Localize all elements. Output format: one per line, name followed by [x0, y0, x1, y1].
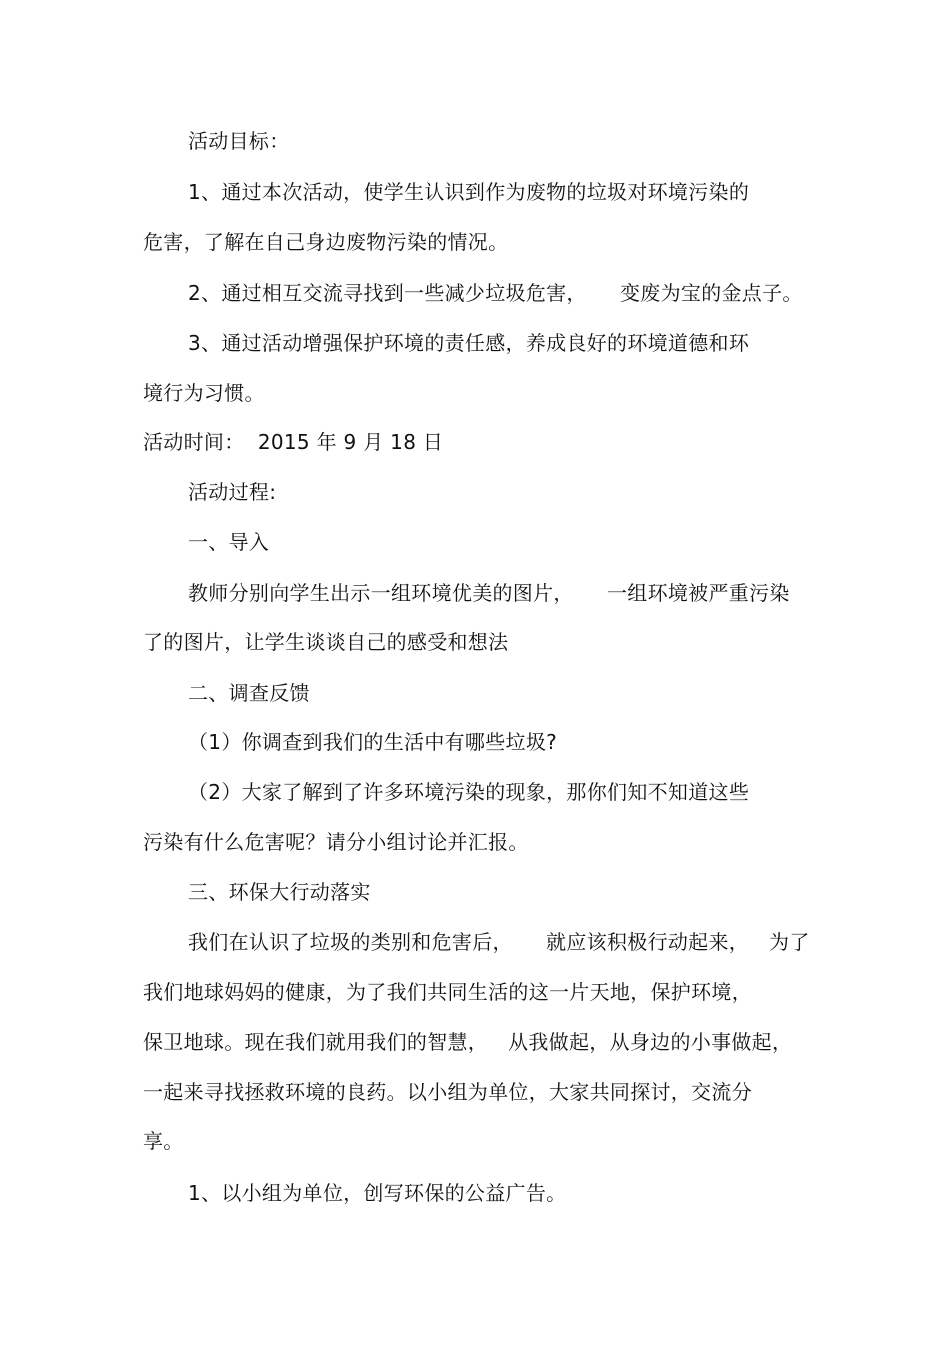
goal-1-line-1: 1、通过本次活动，使学生认识到作为废物的垃圾对环境污染的 [188, 180, 750, 204]
section-3-para-line-3: 保卫地球。现在我们就用我们的智慧， 从我做起，从身边的小事做起， [143, 1030, 793, 1054]
section-3-para-line-1: 我们在认识了垃圾的类别和危害后， 就应该积极行动起来， 为了 [188, 930, 810, 954]
task-1: 1、以小组为单位，创写环保的公益广告。 [188, 1181, 567, 1205]
section-1-para-line-2: 了的图片，让学生谈谈自己的感受和想法 [143, 630, 509, 654]
goal-3-line-2: 境行为习惯。 [143, 381, 265, 405]
heading-activity-process: 活动过程: [188, 480, 277, 504]
question-2-line-1: （2）大家了解到了许多环境污染的现象，那你们知不知道这些 [188, 780, 750, 804]
goal-1-line-2: 危害，了解在自己身边废物污染的情况。 [143, 230, 509, 254]
goal-2: 2、通过相互交流寻找到一些减少垃圾危害， 变废为宝的金点子。 [188, 281, 803, 305]
section-3-para-line-4: 一起来寻找拯救环境的良药。以小组为单位，大家共同探讨，交流分 [143, 1080, 752, 1104]
goal-3-line-1: 3、通过活动增强保护环境的责任感，养成良好的环境道德和环 [188, 331, 750, 355]
section-1-para-line-1: 教师分别向学生出示一组环境优美的图片， 一组环境被严重污染 [188, 581, 790, 605]
question-1: （1）你调查到我们的生活中有哪些垃圾? [188, 730, 558, 754]
question-2-line-2: 污染有什么危害呢？请分小组讨论并汇报。 [143, 830, 529, 854]
section-1-heading: 一、导入 [188, 530, 270, 554]
section-3-para-line-5: 享。 [143, 1129, 184, 1153]
heading-activity-goals: 活动目标： [188, 129, 290, 153]
section-3-para-line-2: 我们地球妈妈的健康，为了我们共同生活的这一片天地，保护环境， [143, 980, 752, 1004]
activity-time: 活动时间： 2015 年 9 月 18 日 [143, 430, 444, 454]
section-3-heading: 三、环保大行动落实 [188, 880, 371, 904]
section-2-heading: 二、调查反馈 [188, 681, 310, 705]
